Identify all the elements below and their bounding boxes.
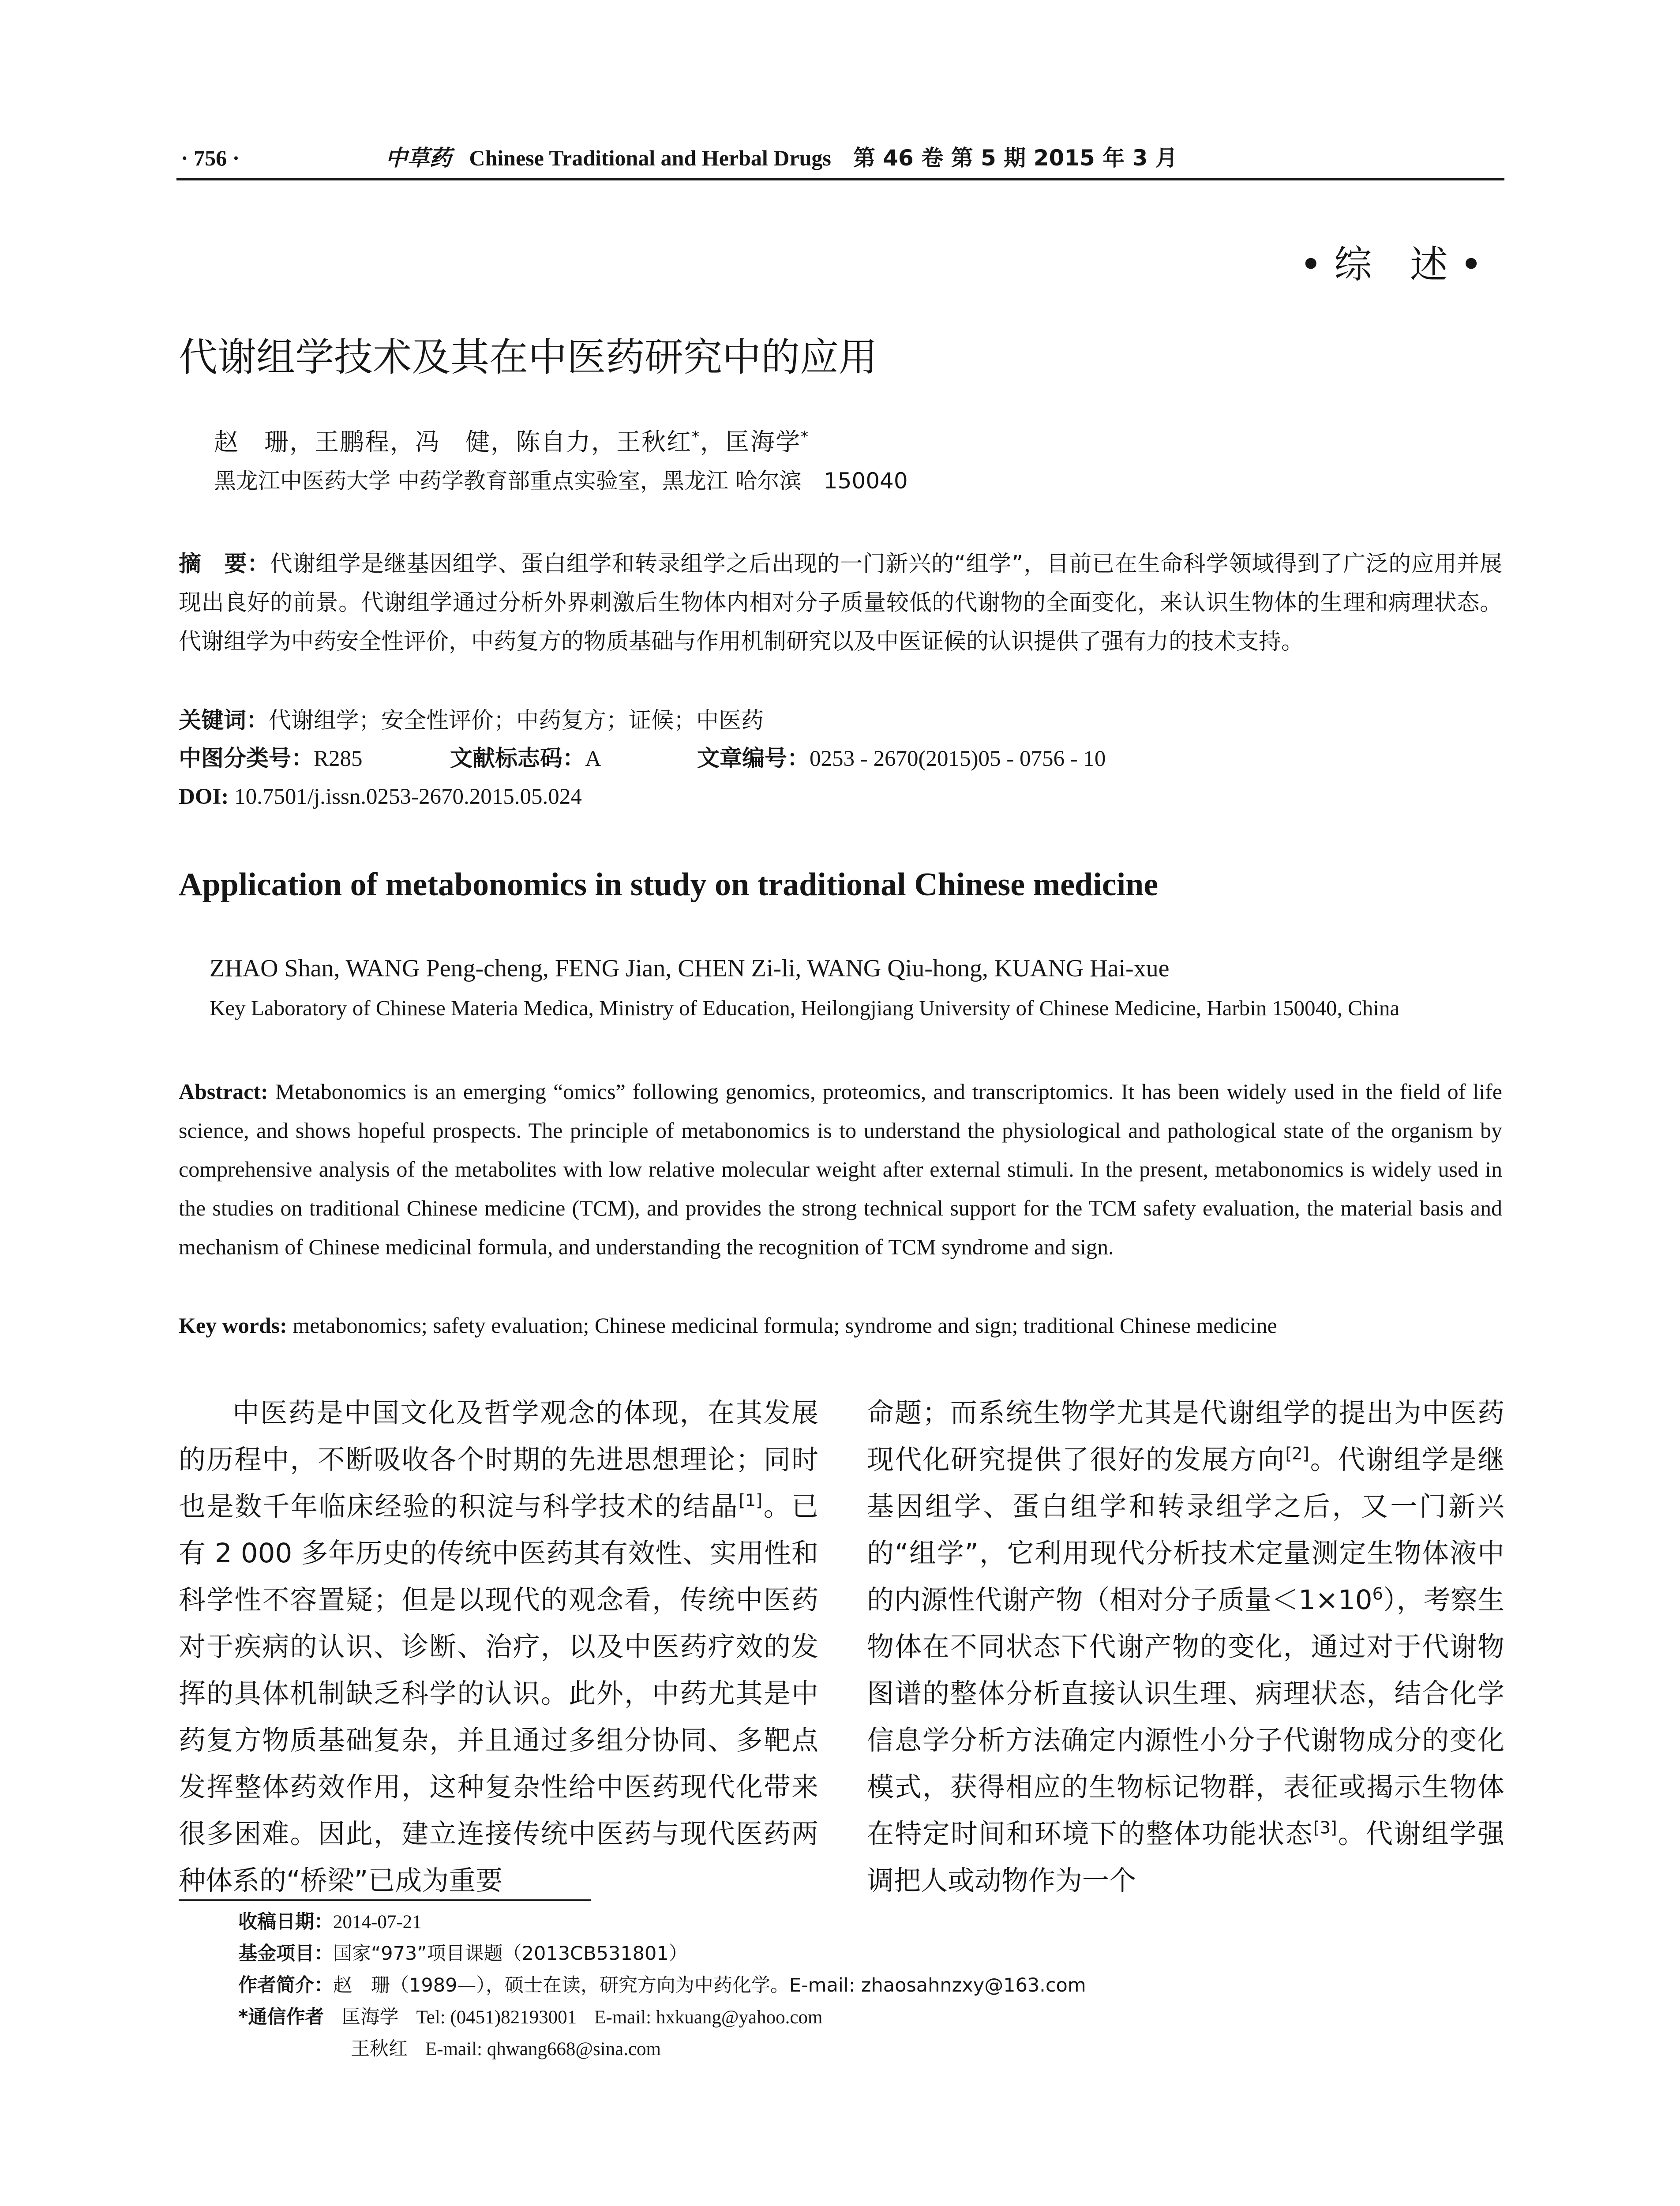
- footnote-fund: [238, 1938, 1496, 1970]
- doi-value[interactable]: 10.7501/j.issn.0253-2670.2015.05.024: [234, 784, 582, 809]
- exponent: 6: [1372, 1584, 1383, 1604]
- author-bio-label: 作者简介：: [238, 1974, 333, 1996]
- citation-2[interactable]: [2]: [1285, 1444, 1309, 1463]
- received-value: 2014-07-21: [333, 1912, 422, 1932]
- keywords-en-label: Key words:: [179, 1313, 287, 1338]
- footnote-author: [238, 1970, 1496, 2001]
- footnote-rule: [179, 1899, 591, 1901]
- journal-logo: 中草药: [385, 145, 452, 171]
- header-rule: [176, 178, 1504, 180]
- abstract-cn: [179, 545, 1502, 704]
- authors-cn-part2: ，匡海学: [700, 428, 801, 456]
- doi-line: [179, 777, 1502, 817]
- body-right-text-1: 命题；而系统生物学尤其是代谢组学的提出为中医药现代化研究提供了很好的发展方向: [867, 1397, 1504, 1475]
- corresponding-1-name: 匡海学: [341, 2006, 399, 2028]
- footnote-corresponding-1: [238, 2001, 1496, 2033]
- corresponding-2-email[interactable]: E-mail: qhwang668@sina.com: [425, 2039, 661, 2060]
- article-number-value: 0253 - 2670(2015)05 - 0756 - 10: [810, 747, 1106, 771]
- corresponding-1-email[interactable]: E-mail: hxkuang@yahoo.com: [594, 2007, 823, 2028]
- affiliation-en: Key Laboratory of Chinese Materia Medica, Ministry of Education, Heilongjiang University of Chinese Medicine, Harbin 150040, China: [210, 996, 1400, 1020]
- abstract-cn-label: 摘 要：: [179, 551, 270, 577]
- keywords-en-text: metabonomics; safety evaluation; Chinese medicinal formula; syndrome and sign; traditional Chinese medicine: [292, 1313, 1277, 1338]
- doc-code-group: [450, 739, 601, 778]
- abstract-en: [179, 1072, 1502, 1310]
- doc-code-label: 文献标志码：: [450, 746, 585, 772]
- body-column-left: [179, 1390, 818, 1902]
- footnote-received: [238, 1906, 1496, 1938]
- clc-label: 中图分类号：: [179, 746, 314, 772]
- corresponding-label: *通信作者: [238, 2006, 324, 2028]
- keywords-cn-label: 关键词：: [179, 708, 269, 734]
- abstract-en-label: Abstract:: [179, 1079, 268, 1104]
- article-number-label: 文章编号：: [697, 746, 810, 772]
- keywords-cn-text: 代谢组学；安全性评价；中药复方；证候；中医药: [269, 708, 764, 734]
- issue-info: 第 46 卷 第 5 期 2015 年 3 月: [853, 145, 1178, 171]
- clc-value: R285: [314, 747, 363, 771]
- running-header: [181, 140, 1504, 176]
- body-right-text-3: ），考察生物体在不同状态下代谢产物的变化，通过对于代谢物图谱的整体分析直接认识生理、病理状态，结合化学信息学分析方法确定内源性小分子代谢物成分的变化模式，获得相应的生物标记物群，表征或揭示生物体在特定时间和环境下的整体功能状态: [867, 1584, 1504, 1850]
- body-column-right: [867, 1390, 1504, 1902]
- doi-label: DOI:: [179, 784, 229, 809]
- clc-group: [179, 746, 363, 772]
- body-right-text-2: 。代谢组学是继基因组学、蛋白组学和转录组学之后，又一门新兴的“组学”，它利用现代分析技术定量测定生物体液中的内源性代谢产物（相对分子质量＜1×10: [867, 1444, 1504, 1616]
- keywords-en: [179, 1306, 1502, 1346]
- journal-name: Chinese Traditional and Herbal Drugs: [469, 146, 831, 170]
- body-left-text-2: 。已有 2 000 多年历史的传统中医药其有效性、实用性和科学性不容置疑；但是以现代的观念看，传统中医药对于疾病的认识、诊断、治疗，以及中医药疗效的发挥的具体机制缺乏科学的认识。此外，中药尤其是中药复方物质基础复杂，并且通过多组分协同、多靶点发挥整体药效作用，这种复杂性给中医药现代化带来很多困难。因此，建立连接传统中医药与现代医药两种体系的“桥梁”已成为重要: [179, 1491, 818, 1896]
- citation-1[interactable]: [1]: [739, 1490, 763, 1510]
- corresponding-mark: *: [692, 428, 701, 446]
- article-title-en: Application of metabonomics in study on traditional Chinese medicine: [179, 867, 1159, 903]
- received-label: 收稿日期：: [238, 1911, 333, 1933]
- corresponding-2-name: 王秋红: [351, 2038, 408, 2060]
- keywords-cn: [179, 702, 1502, 741]
- footnote-corresponding-2: [351, 2033, 1608, 2065]
- article-title-cn: 代谢组学技术及其在中医药研究中的应用: [179, 334, 878, 380]
- authors-en: ZHAO Shan, WANG Peng-cheng, FENG Jian, CHEN Zi-li, WANG Qiu-hong, KUANG Hai-xue: [210, 955, 1170, 982]
- classification-line: [179, 739, 1502, 779]
- author-bio-value: 赵 珊（1989—），硕士在读，研究方向为中药化学。E-mail: zhaosahnzxy@163.com: [333, 1974, 1086, 1996]
- abstract-en-text: Metabonomics is an emerging “omics” following genomics, proteomics, and transcriptomics. It has been widely used in the field of life science, and shows hopeful prospects. The principle of metabonomics is to understand the physiological and pathological state of the organism by comprehensive analysis of the metabolites with low relative molecular weight after external stimuli. In the present, metabonomics is widely used in the studies on traditional Chinese medicine (TCM), and provides the strong technical support for the TCM safety evaluation, the material basis and mechanism of Chinese medicinal formula, and understanding the recognition of TCM syndrome and sign.: [179, 1079, 1502, 1259]
- abstract-cn-text: 代谢组学是继基因组学、蛋白组学和转录组学之后出现的一门新兴的“组学”，目前已在生命科学领域得到了广泛的应用并展现出良好的前景。代谢组学通过分析外界刺激后生物体内相对分子质量较低的代谢物的全面变化，来认识生物体的生理和病理状态。代谢组学为中药安全性评价，中药复方的物质基础与作用机制研究以及中医证候的认识提供了强有力的技术支持。: [179, 551, 1502, 655]
- article-number-group: [697, 739, 1106, 778]
- fund-value: 国家“973”项目课题（2013CB531801）: [333, 1943, 688, 1965]
- corresponding-mark: *: [801, 428, 810, 446]
- page-number: · 756 ·: [181, 146, 240, 170]
- citation-3[interactable]: [3]: [1313, 1818, 1337, 1838]
- body-right-text-4: 。代谢组学强调把人或动物作为一个: [867, 1818, 1504, 1896]
- affiliation-cn: 黑龙江中医药大学 中药学教育部重点实验室，黑龙江 哈尔滨 150040: [214, 468, 908, 494]
- fund-label: 基金项目：: [238, 1943, 333, 1965]
- corresponding-1-tel: Tel: (0451)82193001: [416, 2007, 577, 2028]
- section-label: • 综 述 •: [1299, 243, 1482, 287]
- body-left-text-1: 中医药是中国文化及哲学观念的体现，在其发展的历程中，不断吸收各个时期的先进思想理论；同时也是数千年临床经验的积淀与科学技术的结晶: [179, 1397, 818, 1522]
- authors-cn-part1: 赵 珊，王鹏程，冯 健，陈自力，王秋红: [214, 428, 692, 456]
- authors-cn: [214, 417, 1493, 457]
- doc-code-value: A: [585, 747, 601, 771]
